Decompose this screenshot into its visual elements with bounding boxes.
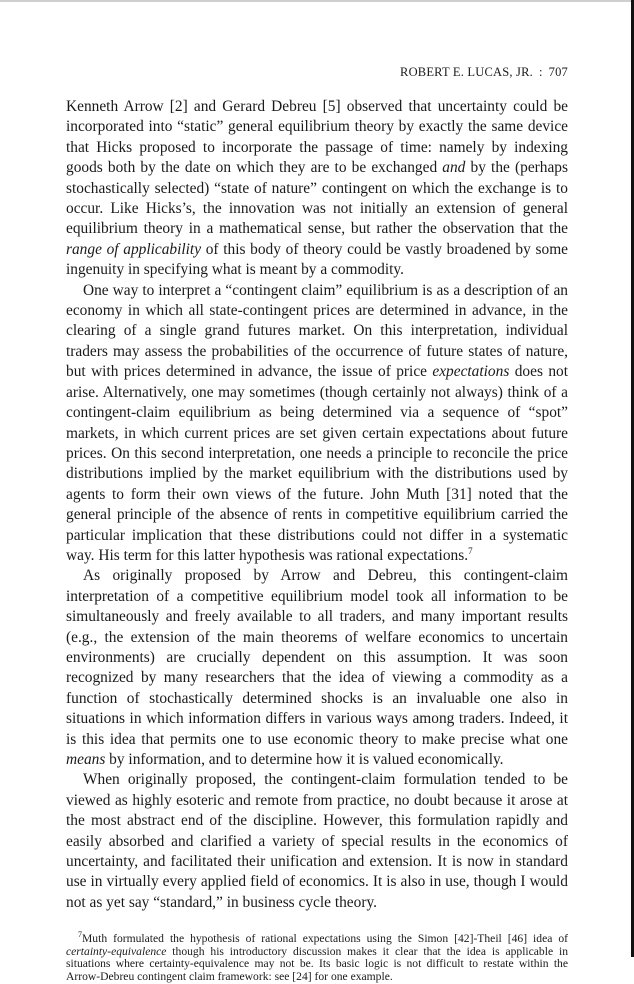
text-run: As originally proposed by Arrow and Debreu, this contingent-claim interpretation of a competitive equilibrium model took all information to be simultaneously and freely available to all traders, and many important results (e.g., the extension of the main theorems of welfare economics to uncertain environments) are crucially dependent on this assumption. It was soon recognized by many researchers that the idea of viewing a commodity as a function of stochastically determined shocks is an invaluable one also in situations in which information differs in various ways among traders. Indeed, it is this idea that permits one to use economic theory to make precise what one <box>66 567 568 748</box>
paragraph <box>66 97 568 281</box>
text-run: Muth formulated the hypothesis of rational expectations using the Simon [42]-Theil [46] idea of <box>82 932 568 946</box>
body-text <box>66 97 568 913</box>
italic-text: means <box>66 751 106 768</box>
italic-text: certainty-equivalence <box>66 944 167 958</box>
paragraph <box>66 566 568 770</box>
text-run: by information, and to determine how it is valued economically. <box>105 751 504 768</box>
footnote-marker: 7 <box>78 930 82 940</box>
journal-page <box>66 62 568 984</box>
text-run: though his introductory discussion makes it clear that the idea is applicable in situations where certainty-equivalence may not be. Its basic logic is not difficult to restate within the Arrow-Debreu contingent claim framework: see [24] for one example. <box>66 944 568 984</box>
header-page-number: 707 <box>548 65 568 79</box>
text-run: One way to interpret a “contingent claim” equilibrium is as a description of an economy in which all state-contingent prices are determined in advance, in the clearing of a single grand futures market. On this interpretation, individual traders may assess the probabilities of the occurrence of future states of nature, but with prices determined in advance, the issue of price <box>66 281 568 381</box>
scan-border-top <box>0 0 634 2</box>
header-separator: : <box>538 65 543 79</box>
text-run: by the (perhaps stochastically selected) “state of nature” contingent on which the exchange is to occur. Like Hicks’s, the innovation was not initially an extension of general equilibrium theory in a mathematical sense, but rather the observation that the <box>66 159 568 238</box>
paragraph <box>66 281 568 567</box>
text-run: Kenneth Arrow [2] and Gerard Debreu [5] observed that uncertainty could be incorporated into “static” general equilibrium theory by exactly the same device that Hicks proposed to incorporate the passage of time: namely by indexing goods both by the date on which they are to be exchanged <box>66 98 568 177</box>
text-run: does not arise. Alternatively, one may sometimes (though certainly not always) think of a contingent-claim equilibrium as being determined via a sequence of “spot” markets, in which current prices are set given certain expectations about future prices. On this second interpretation, one needs a principle to reconcile the price distributions implied by the market equilibrium with the distributions used by agents to form their own views of the future. John Muth [31] noted that the general principle of the absence of rents in competitive equilibrium carried the particular implication that these distributions could not differ in a systematic way. His term for this latter hypothesis was rational expectations. <box>66 363 569 564</box>
italic-text: range of applicability <box>66 240 202 258</box>
italic-text: and <box>442 159 466 177</box>
paragraph <box>66 770 568 913</box>
footnote <box>66 930 568 984</box>
text-run: of this body of theory could be vastly broadened by some ingenuity in specifying what is meant by a commodity. <box>66 240 568 279</box>
text-run: When originally proposed, the contingent-claim formulation tended to be viewed as highly esoteric and remote from practice, no doubt because it arose at the most abstract end of the discipline. However, this formulation rapidly and easily absorbed and clarified a variety of special results in the economics of uncertainty, and facilitated their unification and extension. It is now in standard use in virtually every applied field of economics. It is also in use, though I would not as yet say “standard,” in business cycle theory. <box>66 771 568 911</box>
header-author: ROBERT E. LUCAS, JR. <box>400 65 533 79</box>
italic-text: expectations <box>432 363 510 381</box>
running-head <box>66 62 568 82</box>
footnote-marker: 7 <box>468 545 473 556</box>
